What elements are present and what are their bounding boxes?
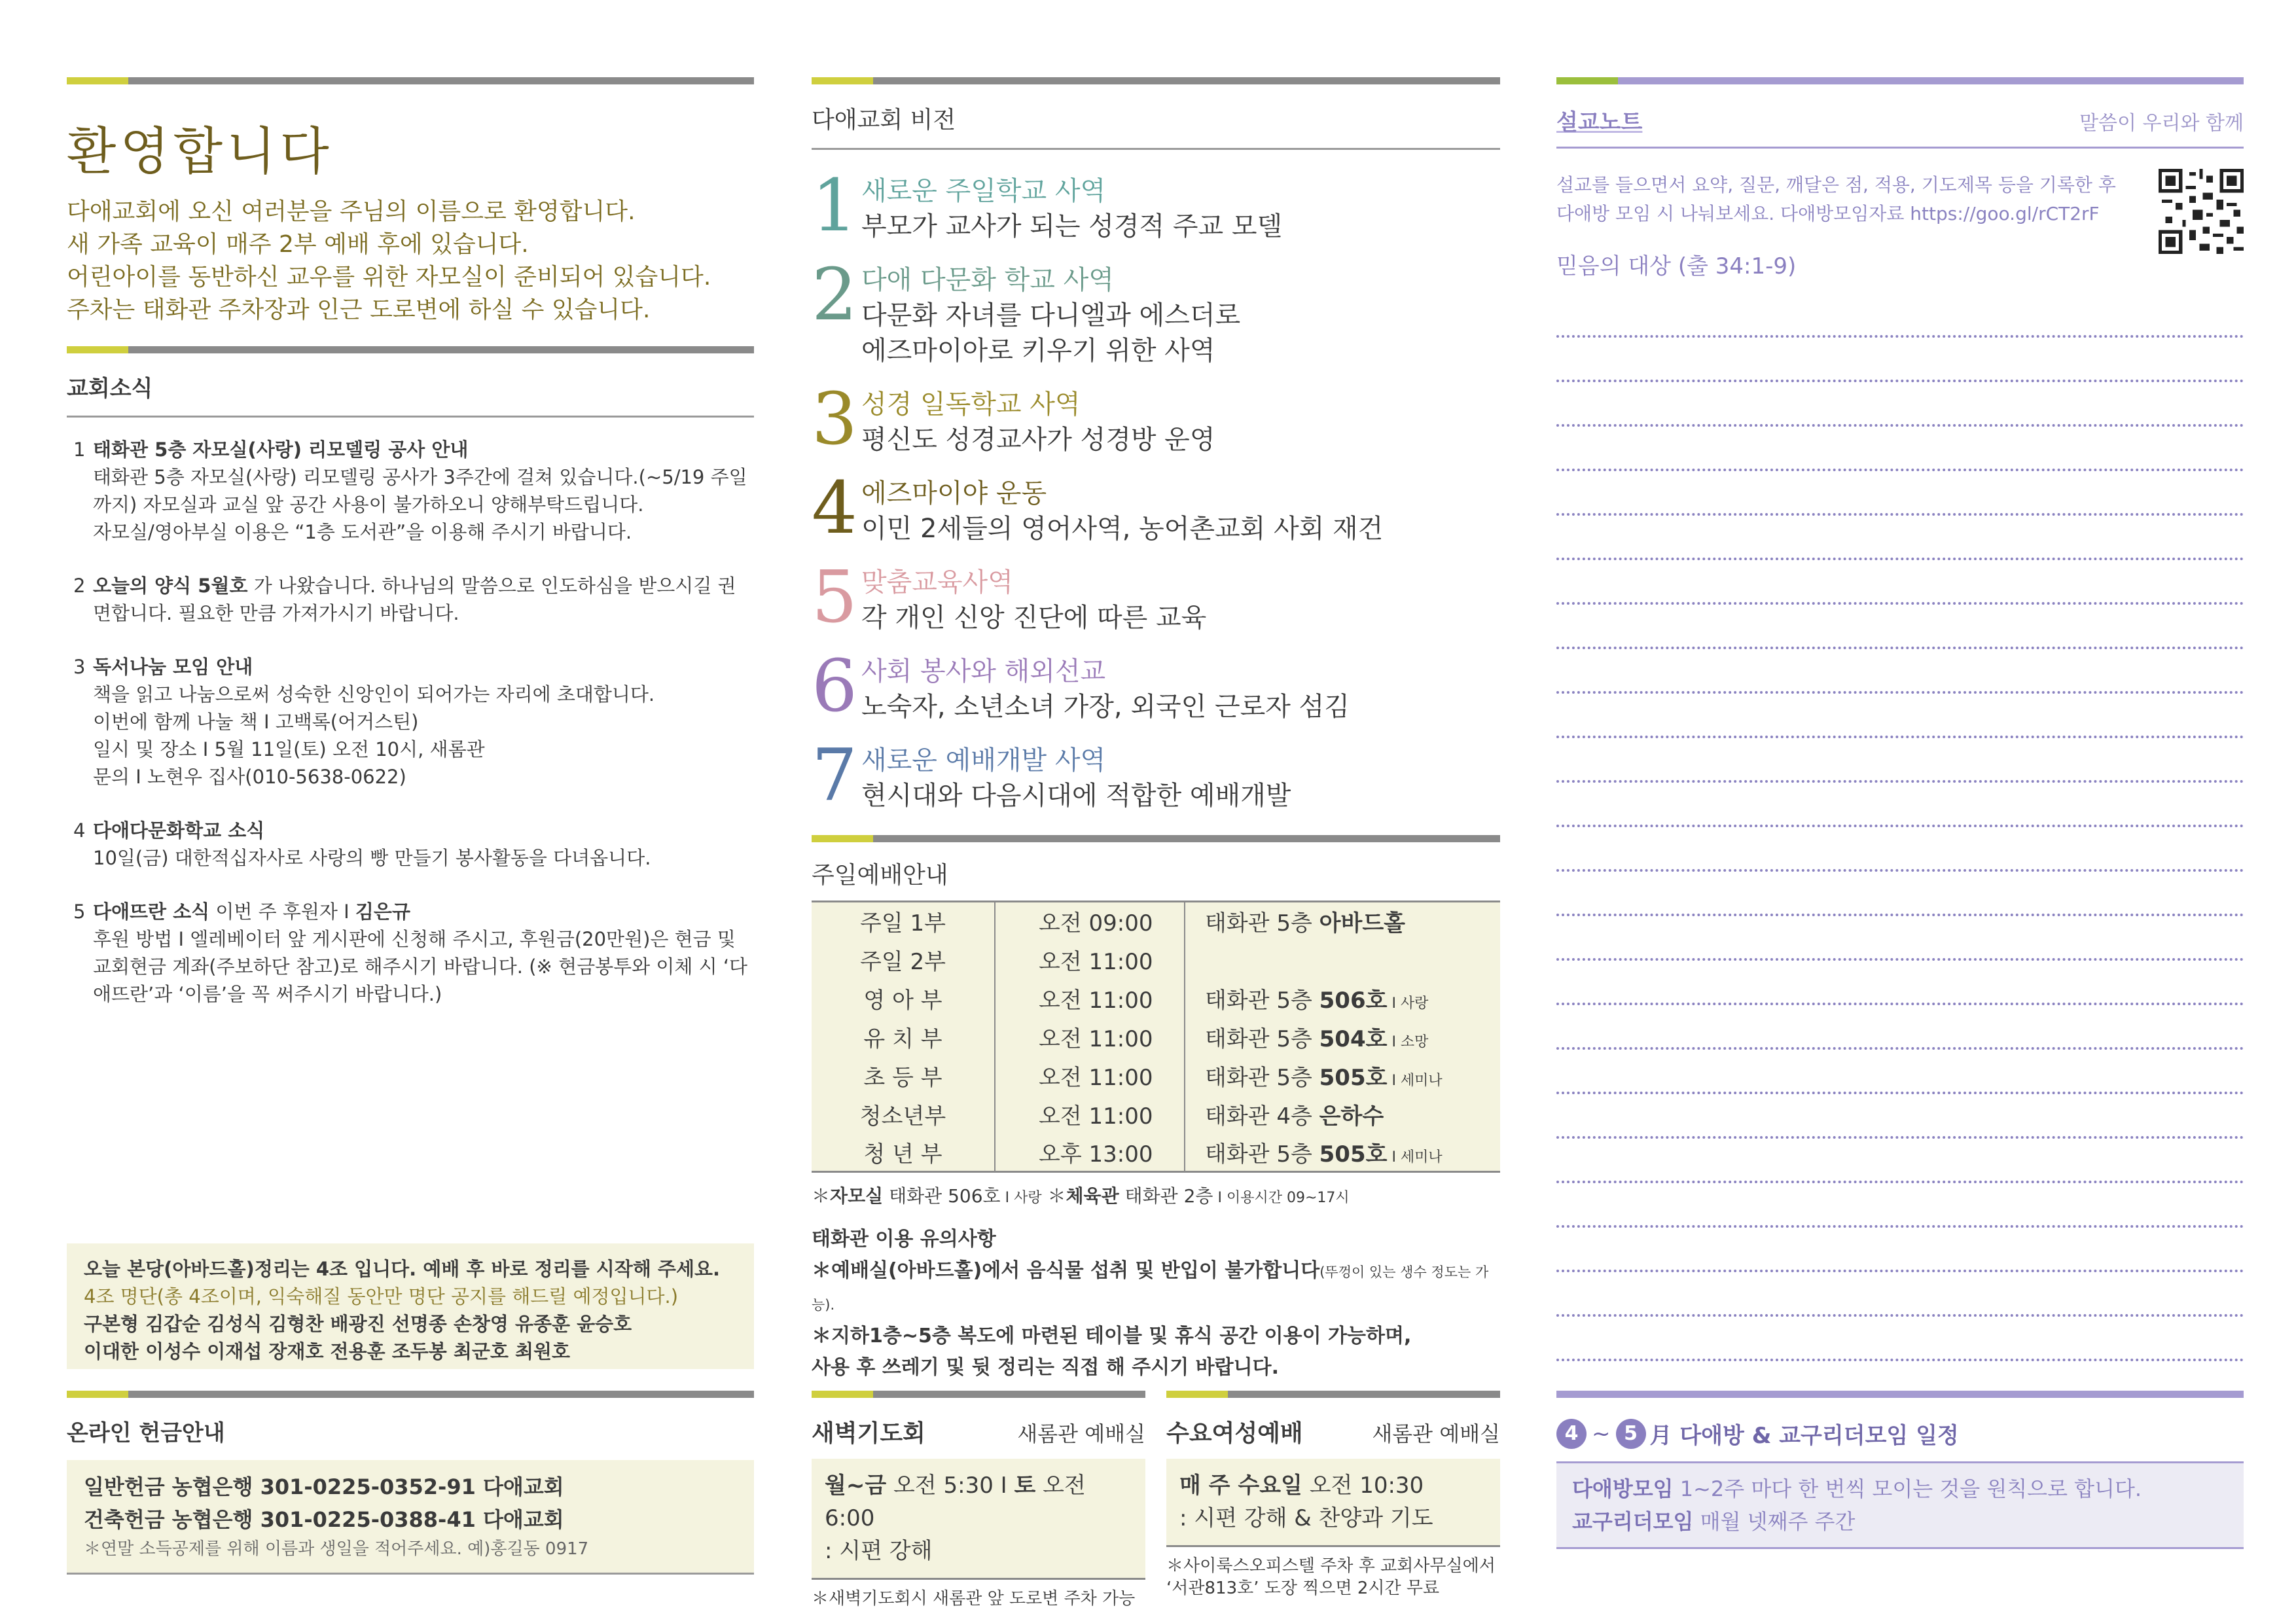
notice-title: 태화관 이용 유의사항 xyxy=(812,1228,996,1251)
dawn-title: 새벽기도회 xyxy=(812,1420,925,1447)
place-tag: I 세미나 xyxy=(1387,1149,1443,1166)
cleanup-notice xyxy=(67,1243,754,1369)
service-place xyxy=(1185,940,1500,979)
news-list xyxy=(67,436,754,1008)
note-writing-line[interactable] xyxy=(1556,1050,2244,1094)
welcome-column xyxy=(67,77,754,1034)
place-room: 은하수 xyxy=(1319,1103,1384,1130)
note-writing-line[interactable] xyxy=(1556,382,2244,427)
vision-item xyxy=(812,644,1500,728)
section-bar xyxy=(67,1391,754,1398)
bullet: ＊ xyxy=(812,1185,831,1207)
cleanup-line: 4조 명단(총 4조이며, 익숙해질 동안만 명단 공지를 해드릴 예정입니다.) xyxy=(84,1285,679,1308)
note-writing-line[interactable] xyxy=(1556,293,2244,338)
service-name: 청 년 부 xyxy=(812,1133,995,1172)
vision-title: 다애 다문화 학교 사역 xyxy=(861,265,1114,295)
facility-info xyxy=(812,1182,1500,1208)
place-building: 태화관 5층 xyxy=(1205,910,1319,937)
meeting-schedule xyxy=(1556,1391,2244,1549)
note-writing-line[interactable] xyxy=(1556,1228,2244,1272)
news-text: 후원 방법 I 엘레베이터 앞 게시판에 신청해 주시고, 후원금(20만원)은 현금 및 교회현금 계좌(주보하단 참고)로 해주시기 바랍니다. (※ 현금봉투와 이체 시 ‘다애뜨란’과 ‘이름’을 꼭 써주시기 바랍니다.) xyxy=(93,928,748,1005)
place-room: 505호 xyxy=(1319,1064,1388,1091)
qr-code-icon xyxy=(2159,169,2244,254)
vision-number: 5 xyxy=(812,555,857,639)
schedule-title: 月 다애방 & 교구리더모임 일정 xyxy=(1649,1423,1959,1449)
dawn-days: 토 xyxy=(1014,1472,1036,1499)
wed-topic: : 시편 강해 & 찬양과 기도 xyxy=(1179,1505,1433,1531)
vision-title: 새로운 예배개발 사역 xyxy=(861,745,1106,776)
worship-row xyxy=(812,940,1500,979)
vision-item xyxy=(812,466,1500,550)
news-num: 3 xyxy=(73,656,86,678)
place-tag: I 세미나 xyxy=(1387,1072,1443,1089)
vision-title: 새로운 주일학교 사역 xyxy=(861,176,1106,206)
note-writing-line[interactable] xyxy=(1556,694,2244,738)
wed-day: 매 주 수요일 xyxy=(1179,1472,1302,1499)
news-text: 문의 I 노현우 집사(010-5638-0622) xyxy=(93,766,406,788)
welcome-message xyxy=(67,196,754,327)
vision-description: 에즈마이아로 키우기 위한 사역 xyxy=(861,336,1215,366)
news-heading: 다애뜨란 소식 xyxy=(93,901,210,923)
note-writing-line[interactable] xyxy=(1556,738,2244,783)
vision-description: 각 개인 신앙 진단에 따른 교육 xyxy=(861,603,1207,633)
service-time: 오전 11:00 xyxy=(995,1018,1185,1056)
news-heading: 다애다문화학교 소식 xyxy=(93,819,265,842)
welcome-line: 주차는 태화관 주차장과 인근 도로변에 하실 수 있습니다. xyxy=(67,296,651,323)
service-name: 초 등 부 xyxy=(812,1056,995,1095)
note-writing-line[interactable] xyxy=(1556,471,2244,516)
note-writing-line[interactable] xyxy=(1556,1139,2244,1183)
building-notice xyxy=(812,1224,1500,1383)
service-place xyxy=(1185,1056,1500,1095)
vision-title: 맞춤교육사역 xyxy=(861,567,1013,597)
faith-subject: 믿음의 대상 (출 34:1-9) xyxy=(1556,253,1797,279)
meeting-name: 교구리더모임 xyxy=(1572,1509,1694,1534)
note-writing-line[interactable] xyxy=(1556,1005,2244,1050)
note-writing-line[interactable] xyxy=(1556,827,2244,872)
vision-list xyxy=(812,164,1500,817)
section-bar xyxy=(1556,77,2244,84)
dawn-time: 오전 5:30 I xyxy=(886,1472,1014,1499)
worship-row xyxy=(812,1133,1500,1172)
worship-title: 주일예배안내 xyxy=(812,862,948,889)
meeting-desc: 1~2주 마다 한 번씩 모이는 것을 원칙으로 합니다. xyxy=(1673,1476,2142,1501)
cleanup-line: 오늘 본당(아바드홀)정리는 4조 입니다. 예배 후 바로 정리를 시작해 주세요. xyxy=(84,1258,720,1280)
account-line: 일반헌금 농협은행 301-0225-0352-91 다애교회 xyxy=(84,1474,564,1499)
service-time: 오후 13:00 xyxy=(995,1133,1185,1172)
service-name: 유 치 부 xyxy=(812,1018,995,1056)
vision-description: 평신도 성경교사가 성경방 운영 xyxy=(861,425,1215,455)
place-room: 아바드홀 xyxy=(1319,910,1406,937)
service-name: 영 아 부 xyxy=(812,979,995,1018)
vision-title: 에즈마이야 운동 xyxy=(861,478,1047,508)
vision-number: 2 xyxy=(812,253,857,336)
news-text: 책을 읽고 나눔으로써 성숙한 신앙인이 되어가는 자리에 초대합니다. xyxy=(93,683,655,705)
section-bar xyxy=(1556,1391,2244,1398)
section-bar xyxy=(67,77,754,84)
note-writing-line[interactable] xyxy=(1556,427,2244,471)
wed-note: ＊사이룩스오피스텔 주차 후 교회사무실에서 xyxy=(1166,1556,1496,1576)
sermon-description: 설교를 들으면서 요약, 질문, 깨달은 점, 적용, 기도제목 등을 기록한 후 다애방 모임 시 나눠보세요. 다애방모임자료 https://goo.gl/rCT2rF xyxy=(1556,174,2116,224)
news-text: 가 나왔습니다. 하나님의 말씀으로 인도하심을 받으시길 권면합니다. 필요한 만큼 가져가시기 바랍니다. xyxy=(93,575,736,624)
dawn-topic: : 시편 강해 xyxy=(825,1538,933,1564)
news-num: 4 xyxy=(73,819,86,842)
news-item xyxy=(67,898,754,1008)
vision-title: 성경 일독학교 사역 xyxy=(861,389,1081,419)
news-text: 자모실/영아부실 이용은 “1층 도서관”을 이용해 주시기 바랍니다. xyxy=(93,521,632,543)
sermon-note-column xyxy=(1556,77,2244,1361)
sermon-title: 설교노트 xyxy=(1556,109,1643,135)
account-line: 건축헌금 농협은행 301-0225-0388-41 다애교회 xyxy=(84,1507,564,1532)
service-name: 주일 1부 xyxy=(812,902,995,940)
note-writing-line[interactable] xyxy=(1556,1317,2244,1361)
month-range: ~ xyxy=(1592,1420,1611,1447)
service-time: 오전 11:00 xyxy=(995,940,1185,979)
news-item xyxy=(67,436,754,546)
facility-tag: I 사랑 xyxy=(1000,1190,1042,1206)
place-building: 태화관 5층 xyxy=(1205,1026,1319,1052)
note-writing-line[interactable] xyxy=(1556,560,2244,605)
section-bar xyxy=(812,835,1500,842)
notice-small: (뚜껑이 있는 생수 정도는 가능). xyxy=(812,1264,1489,1313)
note-writing-line[interactable] xyxy=(1556,961,2244,1005)
facility-name: 체육관 xyxy=(1066,1185,1119,1207)
meeting-name: 다애방모임 xyxy=(1572,1476,1674,1501)
dawn-days: 월~금 xyxy=(825,1472,887,1499)
news-text: 이번에 함께 나눌 책 I 고백록(어거스틴) xyxy=(93,711,419,733)
dawn-place: 새롬관 예배실 xyxy=(1017,1421,1145,1446)
notice-line: 사용 후 쓰레기 및 뒷 정리는 직접 해 주시기 바랍니다. xyxy=(812,1356,1279,1379)
news-item xyxy=(67,653,754,791)
section-bar xyxy=(67,346,754,353)
worship-guide xyxy=(812,835,1500,1383)
welcome-title: 환영합니다 xyxy=(67,122,333,181)
wed-title: 수요여성예배 xyxy=(1166,1420,1303,1447)
service-name: 주일 2부 xyxy=(812,940,995,979)
dawn-schedule xyxy=(812,1459,1145,1580)
sermon-motto: 말씀이 우리와 함께 xyxy=(2079,112,2244,135)
news-num: 1 xyxy=(73,438,86,461)
notice-line: ＊지하1층~5층 복도에 마련된 테이블 및 휴식 공간 이용이 가능하며, xyxy=(812,1325,1412,1347)
note-writing-line[interactable] xyxy=(1556,605,2244,649)
news-num: 5 xyxy=(73,901,86,923)
place-room: 506호 xyxy=(1319,987,1388,1014)
vision-column xyxy=(812,77,1500,828)
facility-tag: I 이용시간 09~17시 xyxy=(1213,1190,1350,1206)
vision-title: 사회 봉사와 해외선교 xyxy=(861,656,1106,687)
vision-description: 다문화 자녀를 다니엘과 에스더로 xyxy=(861,300,1241,330)
dawn-prayer xyxy=(812,1391,1145,1610)
news-heading: 오늘의 양식 5월호 xyxy=(93,575,248,597)
vision-description: 현시대와 다음시대에 적합한 예배개발 xyxy=(861,781,1291,811)
place-tag: I 소망 xyxy=(1387,1033,1429,1050)
place-building: 태화관 5층 xyxy=(1205,987,1319,1014)
vision-item xyxy=(812,253,1500,368)
worship-row xyxy=(812,1018,1500,1056)
note-writing-line[interactable] xyxy=(1556,649,2244,694)
wed-schedule xyxy=(1166,1459,1500,1547)
online-accounts xyxy=(67,1460,754,1575)
dawn-time: 오전 6:00 xyxy=(825,1472,1086,1531)
vision-item xyxy=(812,555,1500,639)
welcome-line: 다애교회에 오신 여러분을 주님의 이름으로 환영합니다. xyxy=(67,198,636,225)
place-building: 태화관 5층 xyxy=(1205,1141,1319,1168)
service-time: 오전 11:00 xyxy=(995,979,1185,1018)
schedule-details xyxy=(1556,1461,2244,1549)
wed-time: 오전 10:30 xyxy=(1302,1472,1424,1499)
service-time: 오전 09:00 xyxy=(995,902,1185,940)
place-building: 태화관 5층 xyxy=(1205,1064,1319,1091)
section-bar xyxy=(812,77,1500,84)
vision-number: 1 xyxy=(812,164,857,247)
service-place xyxy=(1185,1018,1500,1056)
news-item xyxy=(67,572,754,627)
service-time: 오전 11:00 xyxy=(995,1056,1185,1095)
note-lines[interactable] xyxy=(1556,293,2244,1361)
bullet: ＊ xyxy=(1041,1185,1066,1207)
worship-row xyxy=(812,1056,1500,1095)
note-writing-line[interactable] xyxy=(1556,1272,2244,1317)
service-place xyxy=(1185,1133,1500,1172)
dawn-note: ＊새벽기도회시 새롬관 앞 도로변 주차 가능 xyxy=(812,1589,1136,1609)
note-writing-line[interactable] xyxy=(1556,916,2244,961)
news-text: 태화관 5층 자모실(사랑) 리모델링 공사가 3주간에 걸쳐 있습니다.(~5/19 주일까지) 자모실과 교실 앞 공간 사용이 불가하오니 양해부탁드립니다. xyxy=(93,466,747,516)
news-text: 일시 및 장소 I 5월 11일(토) 오전 10시, 새롬관 xyxy=(93,738,485,760)
section-bar xyxy=(812,1391,1145,1398)
month-badge: 5 xyxy=(1616,1419,1646,1449)
service-place xyxy=(1185,902,1500,940)
vision-number: 4 xyxy=(812,466,857,550)
wed-note: ‘서관813호’ 도장 찍으면 2시간 무료 xyxy=(1166,1578,1440,1598)
worship-row xyxy=(812,1095,1500,1133)
month-badge: 4 xyxy=(1556,1419,1587,1449)
online-offering xyxy=(67,1391,754,1575)
news-text: 10일(금) 대한적십자사로 사랑의 빵 만들기 봉사활동을 다녀옵니다. xyxy=(93,847,651,869)
online-title: 온라인 헌금안내 xyxy=(67,1420,225,1446)
facility-place: 태화관 2층 xyxy=(1119,1185,1213,1207)
cleanup-names: 구본형 김갑순 김성식 김형찬 배광진 선명종 손창영 유종훈 윤승호 xyxy=(84,1313,632,1335)
section-bar xyxy=(1166,1391,1500,1398)
welcome-line: 새 가족 교육이 매주 2부 예배 후에 있습니다. xyxy=(67,231,529,258)
vision-title: 다애교회 비전 xyxy=(812,84,1500,150)
vision-number: 6 xyxy=(812,644,857,728)
facility-place: 태화관 506호 xyxy=(883,1185,1001,1207)
vision-description: 부모가 교사가 되는 성경적 주교 모델 xyxy=(861,211,1283,241)
place-room: 505호 xyxy=(1319,1141,1388,1168)
wednesday-service xyxy=(1166,1391,1500,1599)
vision-number: 3 xyxy=(812,377,857,461)
place-tag: I 사랑 xyxy=(1387,995,1429,1012)
service-place xyxy=(1185,1095,1500,1133)
service-time: 오전 11:00 xyxy=(995,1095,1185,1133)
worship-table xyxy=(812,901,1500,1173)
vision-item xyxy=(812,164,1500,247)
cleanup-names: 이대한 이성수 이재섭 장재호 전용훈 조두봉 최군호 최원호 xyxy=(84,1340,571,1363)
place-building: 태화관 4층 xyxy=(1205,1103,1319,1130)
online-note: ＊연말 소득공제를 위해 이름과 생일을 적어주세요. 예)홍길동 0917 xyxy=(84,1539,589,1559)
note-writing-line[interactable] xyxy=(1556,1094,2244,1139)
service-name: 청소년부 xyxy=(812,1095,995,1133)
worship-row xyxy=(812,979,1500,1018)
news-num: 2 xyxy=(73,575,86,597)
sponsor-name: 김은규 xyxy=(355,901,410,923)
place-room: 504호 xyxy=(1319,1026,1388,1052)
service-place xyxy=(1185,979,1500,1018)
meeting-desc: 매월 넷째주 주간 xyxy=(1693,1509,1856,1534)
note-writing-line[interactable] xyxy=(1556,783,2244,827)
vision-item xyxy=(812,733,1500,817)
vision-description: 이민 2세들의 영어사역, 농어촌교회 사회 재건 xyxy=(861,514,1384,544)
note-writing-line[interactable] xyxy=(1556,872,2244,916)
notice-line: ＊예배실(아바드홀)에서 음식물 섭취 및 반입이 불가합니다 xyxy=(812,1259,1320,1282)
vision-item xyxy=(812,377,1500,461)
note-writing-line[interactable] xyxy=(1556,338,2244,382)
news-heading: 태화관 5층 자모실(사랑) 리모델링 공사 안내 xyxy=(93,438,469,461)
news-item xyxy=(67,817,754,872)
vision-description: 노숙자, 소년소녀 가장, 외국인 근로자 섬김 xyxy=(861,692,1350,722)
welcome-line: 어린아이를 동반하신 교우를 위한 자모실이 준비되어 있습니다. xyxy=(67,264,711,291)
facility-name: 자모실 xyxy=(830,1185,884,1207)
wed-place: 새롬관 예배실 xyxy=(1372,1421,1500,1446)
news-text: 이번 주 후원자 I xyxy=(209,901,355,923)
vision-number: 7 xyxy=(812,733,857,817)
note-writing-line[interactable] xyxy=(1556,516,2244,560)
news-heading: 독서나눔 모임 안내 xyxy=(93,656,253,678)
worship-row xyxy=(812,902,1500,940)
note-writing-line[interactable] xyxy=(1556,1183,2244,1228)
news-title: 교회소식 xyxy=(67,353,754,418)
